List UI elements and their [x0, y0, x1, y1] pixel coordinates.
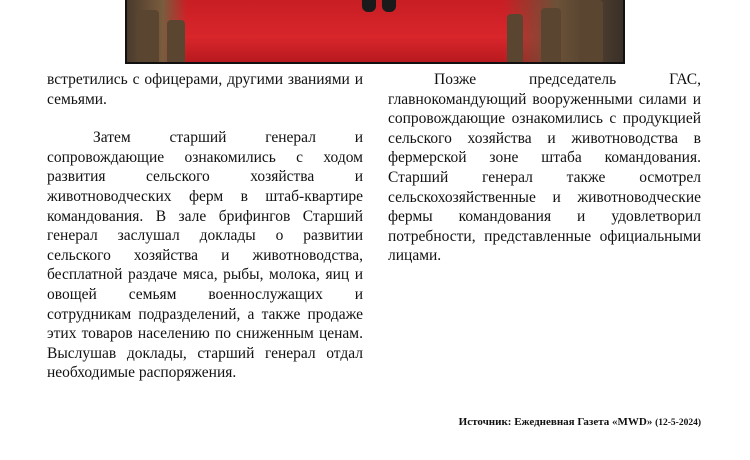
right-column: [388, 70, 701, 266]
left-paragraph-1: встретились с офицерами, другими званиями и семьями.: [47, 71, 363, 108]
source-label: Источник: Ежедневная Газета «MWD»: [458, 416, 653, 428]
right-paragraph-1: Позже председатель ГАС, главнокомандующий вооруженными силами и сопровождающие ознакомились с продукцией сельского хозяйства и животноводства в фермерской зоне штаба командования. Старший генерал также осмотрел сельскохозяйственные и животноводческие фермы командования и удовлетворил потребности, представленные официальными лицами.: [388, 71, 701, 265]
source-line: [459, 416, 701, 428]
left-column: [47, 70, 363, 383]
event-photo: [125, 0, 625, 64]
chair-right: [579, 0, 603, 64]
chair-left: [137, 10, 159, 64]
chair-left-2: [167, 20, 185, 64]
person-feet: [362, 0, 402, 14]
left-paragraph-2: Затем старший генерал и сопровождающие ознакомились с ходом развития сельского хозяйства и животноводческих ферм в штаб-квартире командования. В зале брифингов Старший генерал заслушал доклады о развитии сельского хозяйства и животноводства, бесплатной раздаче мяса, рыбы, молока, яиц и овощей семьям военнослужащих и сотрудникам подразделений, а также продаже этих товаров населению по сниженным ценам. Выслушав доклады, старший генерал отдал необходимые распоряжения.: [47, 129, 363, 382]
chair-right-3: [507, 14, 523, 64]
chair-right-2: [541, 8, 561, 64]
source-date: (12-5-2024): [655, 418, 701, 428]
